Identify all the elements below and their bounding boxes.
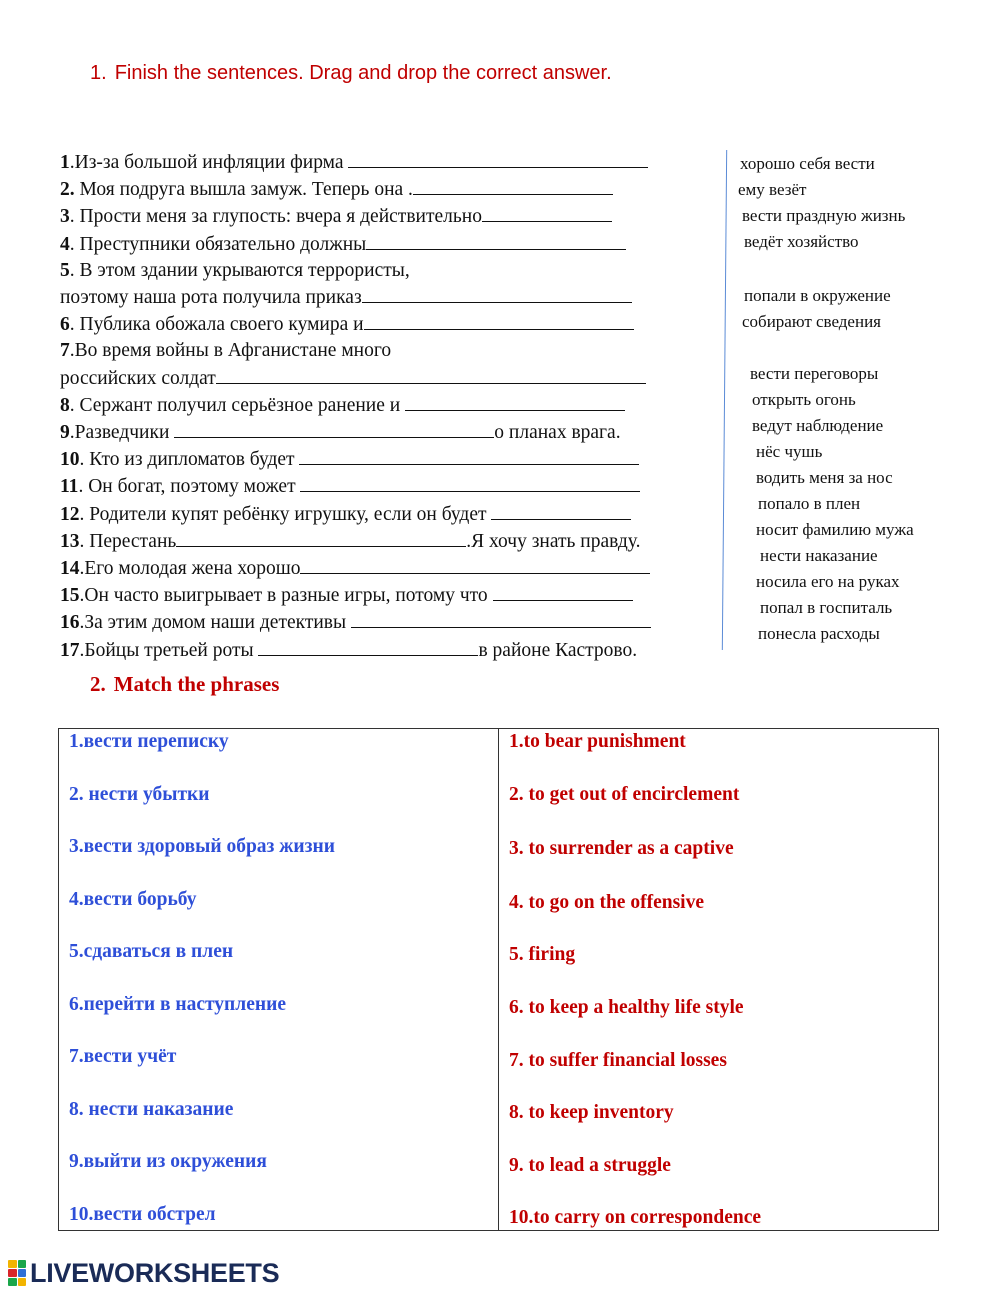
english-phrase[interactable]: 2. to get out of encirclement	[509, 784, 740, 805]
sentence-text: . Перестань	[79, 530, 177, 552]
answer-drop-zone[interactable]	[174, 419, 494, 438]
answer-drop-zone[interactable]	[300, 473, 640, 492]
draggable-answer[interactable]: ему везёт	[738, 180, 807, 199]
sentence-number: 1	[60, 152, 70, 173]
sentence-line	[60, 473, 740, 500]
sentence-number: 17	[60, 639, 80, 661]
answer-drop-zone[interactable]	[405, 392, 625, 411]
sentence-text: . Кто из дипломатов будет	[79, 449, 300, 471]
draggable-answer[interactable]: водить меня за нос	[756, 468, 893, 487]
sentence-line	[60, 203, 740, 230]
draggable-answer[interactable]: вести переговоры	[750, 364, 879, 383]
draggable-answer[interactable]: ведут наблюдение	[752, 416, 884, 435]
sentence-text: . Публика обожала своего кумира и	[69, 314, 364, 336]
sentence-text: . Прости меня за глупость: вчера я действительно	[69, 206, 482, 228]
exercise-1-title: Finish the sentences. Drag and drop the correct answer.	[114, 62, 612, 84]
sentence-text: . Он богат, поэтому может	[78, 476, 301, 498]
sentence-line	[60, 149, 740, 176]
draggable-answer[interactable]: носила его на руках	[756, 572, 900, 591]
sentence-text: . Сержант получил серьёзное ранение и	[69, 394, 406, 416]
draggable-answer[interactable]: ведёт хозяйство	[744, 232, 859, 251]
sentence-number: 14	[60, 558, 80, 580]
sentence-number: 5	[60, 259, 70, 281]
english-column	[499, 729, 939, 1231]
english-phrase[interactable]: 8. to keep inventory	[509, 1102, 674, 1123]
answer-drop-zone[interactable]	[491, 501, 631, 520]
sentence-line	[60, 392, 740, 419]
sentence-number: 2.	[60, 179, 75, 201]
sentence-line	[60, 637, 740, 664]
exercise-1-heading	[90, 62, 612, 85]
sentence-line	[60, 338, 740, 364]
russian-phrase[interactable]: 3.вести здоровый образ жизни	[69, 836, 335, 857]
sentence-number: 4	[60, 233, 70, 255]
russian-phrase[interactable]: 9.выйти из окружения	[69, 1151, 267, 1172]
english-phrase[interactable]: 3. to surrender as a captive	[509, 838, 734, 859]
russian-phrase[interactable]: 4.вести борьбу	[69, 889, 197, 910]
exercise-2-number: 2.	[90, 672, 106, 696]
answer-drop-zone[interactable]	[413, 176, 613, 195]
russian-phrase[interactable]: 10.вести обстрел	[69, 1204, 216, 1225]
draggable-answer[interactable]: попало в плен	[758, 494, 861, 513]
sentence-text: . Преступники обязательно должны	[69, 233, 367, 255]
answer-drop-zone[interactable]	[258, 637, 478, 656]
draggable-answer[interactable]: нести наказание	[760, 546, 878, 565]
russian-phrase[interactable]: 5.сдаваться в плен	[69, 941, 234, 962]
english-phrase[interactable]: 9. to lead a struggle	[509, 1155, 671, 1176]
sentence-line	[60, 609, 740, 636]
answer-drop-zone[interactable]	[493, 582, 633, 601]
answer-drop-zone[interactable]	[364, 311, 634, 330]
answer-drop-zone[interactable]	[299, 446, 639, 465]
exercise-1-number: 1.	[90, 62, 107, 84]
sentence-list	[60, 149, 740, 664]
draggable-answer[interactable]: носит фамилию мужа	[756, 520, 914, 539]
match-table	[58, 728, 939, 1231]
draggable-answer[interactable]: собирают сведения	[742, 312, 881, 331]
sentence-line	[60, 501, 740, 528]
answer-drop-zone[interactable]	[348, 149, 648, 168]
russian-phrase[interactable]: 1.вести переписку	[69, 731, 229, 752]
answer-drop-zone[interactable]	[176, 528, 466, 547]
english-phrase[interactable]: 7. to suffer financial losses	[509, 1050, 727, 1071]
sentence-line	[60, 231, 740, 258]
sentence-number: 7	[60, 340, 70, 362]
sentence-line	[60, 311, 740, 338]
sentence-number: 8	[60, 394, 70, 416]
draggable-answer[interactable]: вести праздную жизнь	[742, 206, 906, 225]
sentence-line	[60, 176, 740, 203]
sentence-line	[60, 365, 740, 392]
sentence-number: 9	[60, 422, 70, 444]
sentence-text: . В этом здании укрываются террористы,	[69, 259, 410, 281]
exercise-2-title: Match the phrases	[113, 672, 280, 696]
liveworksheets-logo-icon	[8, 1260, 26, 1286]
draggable-answer[interactable]: нёс чушь	[756, 442, 823, 461]
english-phrase[interactable]: 4. to go on the offensive	[509, 892, 704, 913]
liveworksheets-brand: LIVEWORKSHEETS	[30, 1257, 280, 1288]
liveworksheets-logo	[8, 1258, 279, 1288]
sentence-text: Моя подруга вышла замуж. Теперь она .	[74, 179, 413, 201]
draggable-answer[interactable]: попали в окружение	[744, 286, 891, 305]
answer-drop-zone[interactable]	[366, 231, 626, 250]
english-phrase[interactable]: 5. firing	[509, 944, 576, 965]
russian-phrase[interactable]: 6.перейти в наступление	[69, 994, 287, 1015]
sentence-number: 3	[60, 206, 70, 228]
english-phrase[interactable]: 6. to keep a healthy life style	[509, 997, 744, 1018]
answer-drop-zone[interactable]	[482, 203, 612, 222]
answer-drop-zone[interactable]	[216, 365, 646, 384]
sentence-text: .Бойцы третьей роты	[79, 639, 259, 661]
sentence-number: 6	[60, 314, 70, 336]
sentence-text-after: о планах врага.	[494, 422, 621, 444]
sentence-text-after: .Я хочу знать правду.	[466, 530, 641, 552]
sentence-text: .Во время войны в Афганистане много	[69, 340, 392, 362]
draggable-answer[interactable]: понесла расходы	[758, 624, 880, 643]
sentence-line	[60, 419, 740, 446]
sentence-text: .Из-за большой инфляции фирма	[69, 152, 349, 173]
sentence-number: 11	[60, 476, 79, 498]
sentence-text: поэтому наша рота получила приказ	[60, 287, 362, 309]
draggable-answer[interactable]: попал в госпиталь	[760, 598, 893, 617]
sentence-text: .Он часто выигрывает в разные игры, потому что	[79, 585, 493, 607]
answer-drop-zone[interactable]	[351, 609, 651, 628]
russian-phrase[interactable]: 2. нести убытки	[69, 784, 210, 805]
sentence-text: . Родители купят ребёнку игрушку, если он будет	[79, 503, 492, 525]
draggable-answer[interactable]: открыть огонь	[752, 390, 856, 409]
sentence-line	[60, 258, 740, 284]
exercise-2-heading	[90, 672, 279, 697]
sentence-text: .Его молодая жена хорошо	[79, 558, 301, 580]
sentence-line	[60, 582, 740, 609]
sentence-number: 12	[60, 503, 80, 525]
sentence-text: российских солдат	[60, 367, 216, 389]
sentence-text-after: в районе Кастрово.	[478, 639, 638, 661]
sentence-number: 13	[60, 530, 80, 552]
sentence-line	[60, 555, 740, 582]
sentence-text: .Разведчики	[69, 422, 175, 444]
sentence-number: 10	[60, 449, 80, 471]
russian-phrase[interactable]: 8. нести наказание	[69, 1099, 234, 1120]
sentence-text: .За этим домом наши детективы	[79, 612, 351, 634]
sentence-number: 15	[60, 585, 80, 607]
english-phrase[interactable]: 1.to bear punishment	[509, 731, 686, 752]
sentence-line	[60, 446, 740, 473]
answer-drop-zone[interactable]	[300, 555, 650, 574]
russian-phrase[interactable]: 7.вести учёт	[69, 1046, 177, 1067]
draggable-answer[interactable]: хорошо себя вести	[740, 154, 875, 173]
sentence-line	[60, 284, 740, 311]
sentence-line	[60, 528, 740, 555]
russian-column	[59, 729, 499, 1231]
english-phrase[interactable]: 10.to carry on correspondence	[509, 1207, 762, 1228]
answer-drop-zone[interactable]	[362, 284, 632, 303]
sentence-number: 16	[60, 612, 80, 634]
